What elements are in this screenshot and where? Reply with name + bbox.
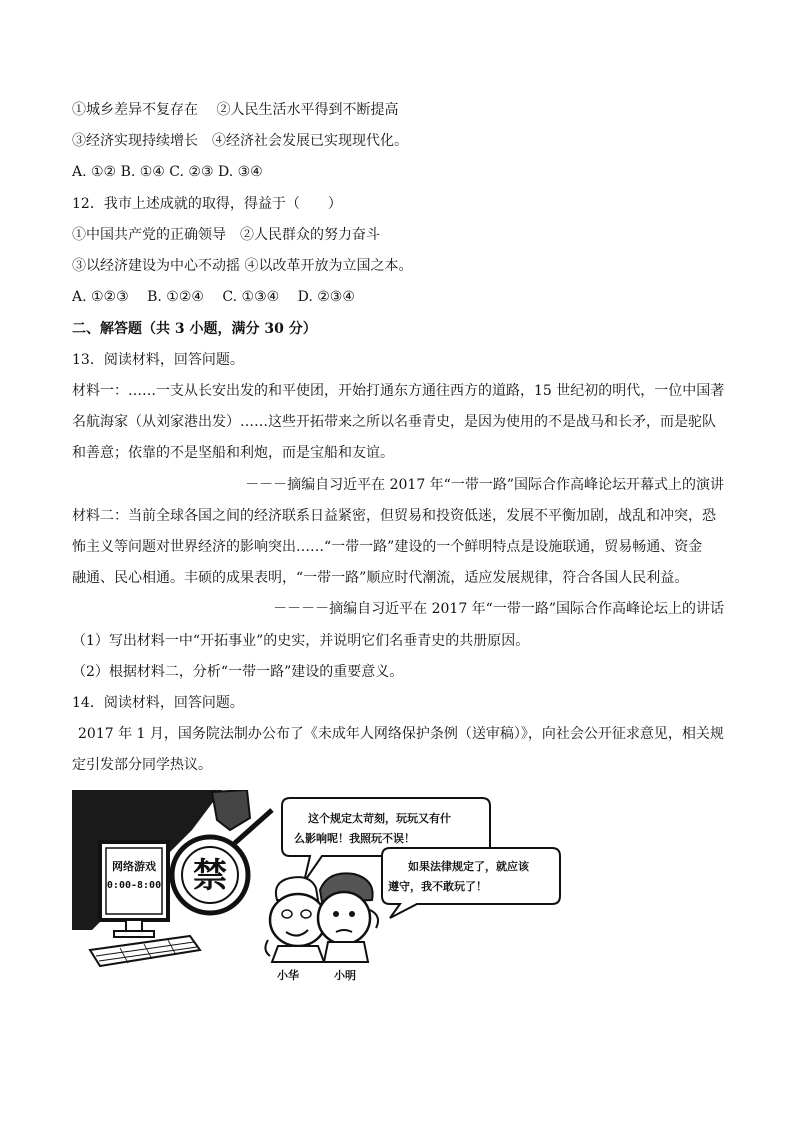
q13-material1-line1: 材料一：……一支从长安出发的和平使团，开始打通东方通往西方的道路，15 世纪初的明代，一位中国著 — [72, 383, 724, 399]
q12-options-line1: ①中国共产党的正确领导 ②人民群众的努力奋斗 — [72, 227, 380, 243]
q13-material1-line3: 和善意；依靠的不是坚船和利炮，而是宝船和友谊。 — [72, 445, 394, 461]
q13-material2-source: －－－－摘编自习近平在 2017 年“一带一路”国际合作高峰论坛上的讲话 — [273, 601, 724, 617]
q12-options-line2: ③以经济建设为中心不动摇 ④以改革开放为立国之本。 — [72, 258, 413, 274]
bubble1-line1: 这个规定太苛刻，玩玩又有什 — [308, 812, 451, 825]
q13-stem: 13．阅读材料，回答问题。 — [72, 352, 244, 368]
q13-subquestion2: （2）根据材料二，分析“一带一路”建设的重要意义。 — [72, 664, 404, 680]
q12-stem: 12．我市上述成就的取得，得益于（ ） — [72, 196, 342, 212]
keyboard-icon — [90, 936, 200, 966]
bubble2-line2: 遵守，我不敢玩了！ — [388, 880, 487, 893]
ban-sign-icon — [172, 837, 248, 913]
hand-icon — [212, 790, 250, 830]
q11-choices: A. ①② B. ①④ C. ②③ D. ③④ — [72, 164, 263, 180]
cartoon-illustration — [72, 790, 564, 985]
q13-material1-line2: 名航海家（从刘家港出发）……这些开拓带来之所以名垂青史，是因为使用的不是战马和长矛，而是驼队 — [72, 414, 716, 430]
q13-subquestion1: （1）写出材料一中“开拓事业”的史实，并说明它们名垂青史的共册原因。 — [72, 633, 530, 649]
q11-options-line2: ③经济实现持续增长 ④经济社会发展已实现现代化。 — [72, 133, 408, 149]
bubble1-line2: 么影响呢！我照玩不误！ — [294, 832, 415, 845]
bubble2-line1: 如果法律规定了，就应该 — [408, 860, 529, 873]
q13-material2-line3: 融通、民心相通。丰硕的成果表明，“一带一路”顺应时代潮流，适应发展规律，符合各国人民利益。 — [72, 570, 689, 586]
q14-paragraph-line2: 定引发部分同学热议。 — [72, 757, 212, 773]
q13-material2-line2: 怖主义等问题对世界经济的影响突出……“一带一路”建设的一个鲜明特点是设施联通，贸易畅通、资金 — [72, 539, 703, 555]
monitor-screen-time: 0:00-8:00 — [106, 880, 162, 891]
monitor-icon — [100, 842, 168, 937]
ban-character: 禁 — [193, 856, 227, 896]
section-title: 二、解答题（共 3 小题，满分 30 分） — [72, 321, 317, 337]
name-label-xiaoming: 小明 — [334, 969, 356, 982]
q14-paragraph-line1: 2017 年 1 月，国务院法制办公布了《未成年人网络保护条例（送审稿）》，向社会公开征求意见，相关规 — [78, 726, 724, 742]
monitor-screen-title: 网络游戏 — [112, 860, 156, 873]
character-xiaoming — [318, 873, 378, 962]
q14-stem: 14．阅读材料，回答问题。 — [72, 695, 244, 711]
q11-options-line1: ①城乡差异不复存在 ②人民生活水平得到不断提高 — [72, 102, 399, 118]
q13-material1-source: －－－摘编自习近平在 2017 年“一带一路”国际合作高峰论坛开幕式上的演讲 — [245, 477, 724, 493]
q13-material2-line1: 材料二：当前全球各国之间的经济联系日益紧密，但贸易和投资低迷，发展不平衡加剧，战乱和冲突，恐 — [72, 508, 716, 524]
speech-bubble-xiaoming — [382, 848, 560, 918]
q12-choices: A. ①②③ B. ①②④ C. ①③④ D. ②③④ — [72, 289, 355, 305]
name-label-xiaohua: 小华 — [277, 969, 299, 982]
